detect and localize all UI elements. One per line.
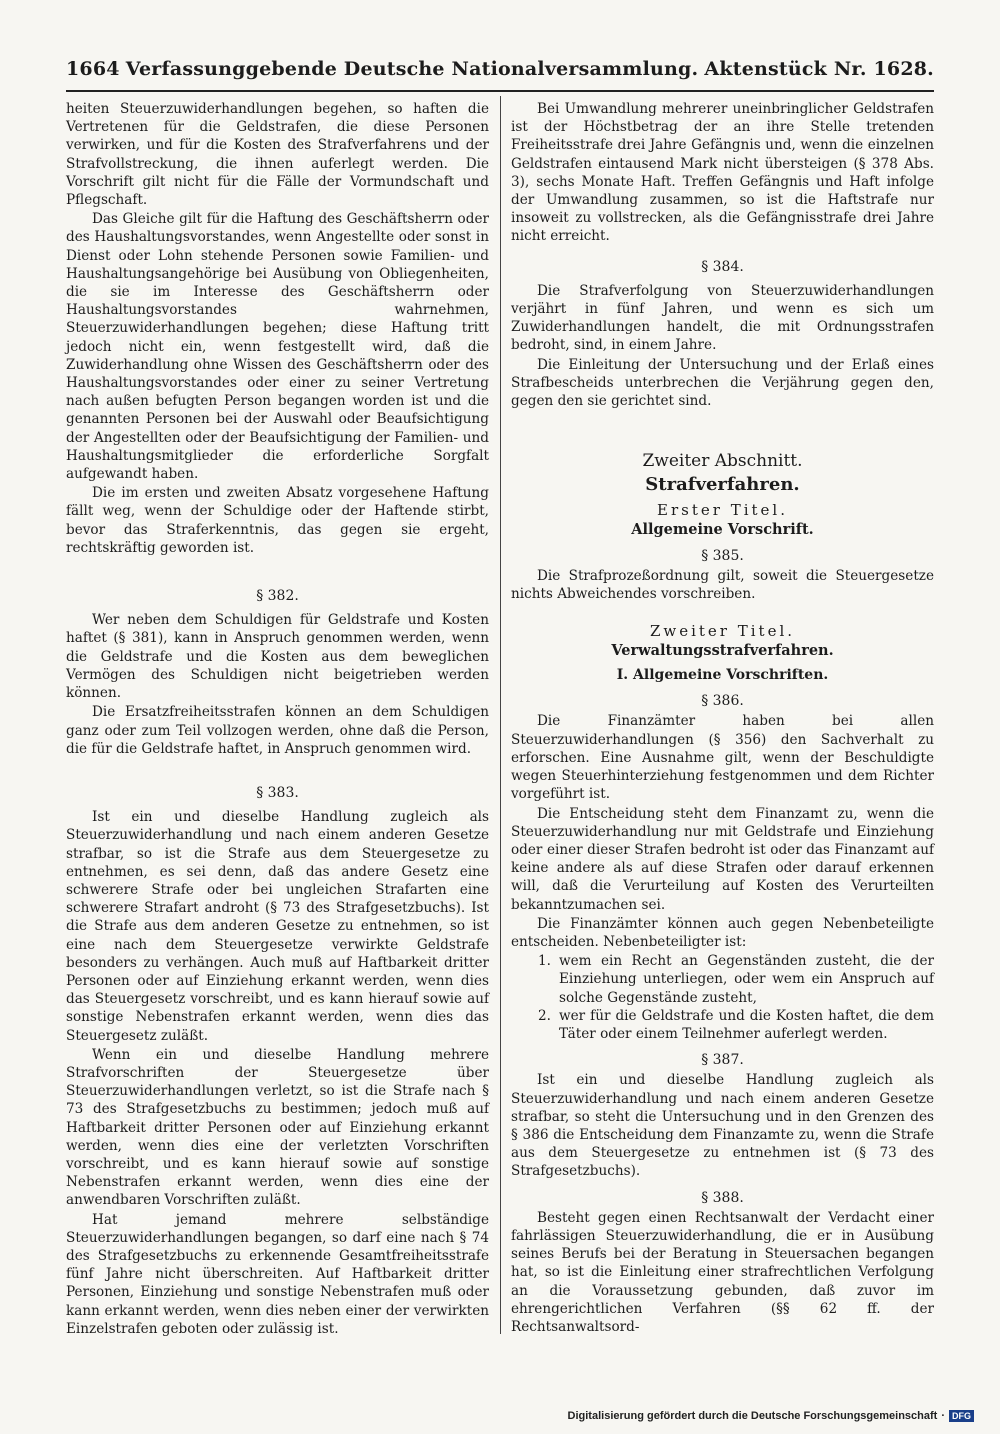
document-reference: Aktenstück Nr. 1628. (704, 58, 934, 80)
page-header (66, 58, 934, 88)
section-heading-387: § 387. (701, 1052, 744, 1069)
paragraph: Die im ersten und zweiten Absatz vorgesehene Haftung fällt weg, wenn der Schuldige oder der Haftende stirbt, bevor das Straferkenntnis, das gegen sie ergeht, rechtskräftig geworden ist. (66, 485, 489, 556)
section-heading-383: § 383. (256, 784, 299, 801)
section-heading-386: § 386. (701, 693, 744, 710)
page-number: 1664 (66, 58, 120, 80)
right-column (511, 100, 934, 1337)
dfg-logo: DFG (949, 1410, 974, 1422)
section-heading-385: § 385. (701, 548, 744, 565)
paragraph: Ist ein und dieselbe Handlung zugleich als Steuerzuwiderhandlung und nach einem anderen Gesetze strafbar, so ist die Strafe aus dem Steuergesetze zu entnehmen, es sei denn, daß das andere Gesetz eine schwerere Strafe oder bei ungleichen Strafarten eine schwerere Strafart androht (§ 73 des Strafgesetzbuchs). Ist die Strafe aus dem anderen Gesetze zu entnehmen, so ist eine nach dem Steuergesetze verwirkte Geldstrafe besonders zu verhängen. Auch muß auf Haftbarkeit dritter Personen oder auf Einziehung erkannt werden, wenn dies das Steuergesetz vorschreibt, und es kann hierauf sowie auf sonstige Nebenstrafen erkannt werden, wenn dies das Steuergesetz zuläßt. (66, 809, 489, 1044)
title-name-1: Allgemeine Vorschrift. (631, 520, 814, 538)
column-divider (500, 96, 501, 1334)
title-heading-2: Zweiter Titel. (649, 621, 796, 640)
paragraph: Besteht gegen einen Rechtsanwalt der Verdacht einer fahrlässigen Steuerzuwiderhandlung, die er in Ausübung seines Berufs bei der Beratung in Steuersachen begangen hat, so ist die Einleitung einer strafrechtlichen Verfolgung an die Voraussetzung gebunden, daß zuvor im ehrengerichtlichen Verfahren (§§ 62 ff. der Rechtsanwaltsord- (511, 1209, 934, 1335)
digitization-credit (568, 1410, 974, 1422)
header-rule (66, 90, 934, 92)
paragraph: Die Ersatzfreiheitsstrafen können an dem Schuldigen ganz oder zum Teil vollzogen werden, ohne daß die Person, die für die Geldstrafe haftet, in Anspruch genommen wird. (66, 704, 489, 757)
chapter-heading: Zweiter Abschnitt. (642, 451, 803, 472)
paragraph: Ist ein und dieselbe Handlung zugleich als Steuerzuwiderhandlung und nach einem anderen Gesetze strafbar, so steht die Untersuchung und in den Grenzen des § 386 die Entscheidung dem Finanzamte zu, wenn die Strafe aus dem Steuergesetze zu entnehmen ist (§ 73 des Strafgesetzbuchs). (511, 1072, 934, 1180)
section-heading-384: § 384. (701, 258, 744, 275)
paragraph: Bei Umwandlung mehrerer uneinbringlicher Geldstrafen ist der Höchstbetrag der an ihre Stelle tretenden Freiheitsstrafe drei Jahre Gefängnis und, wenn die einzelnen Geldstrafen eintausend Mark nicht übersteigen (§ 378 Abs. 3), sechs Monate Haft. Treffen Gefängnis und Haft infolge der Umwandlung zusammen, so ist die Haftstrafe nur insoweit zu vollstrecken, als die Gefängnisstrafe drei Jahre nicht erreicht. (511, 101, 934, 245)
paragraph: Die Einleitung der Untersuchung und der Erlaß eines Strafbescheids unterbrechen die Verjährung gegen den, gegen den sie gerichtet sind. (511, 356, 934, 410)
list-item (511, 1007, 934, 1043)
list-item-number: 2. (538, 1007, 551, 1024)
chapter-title: Strafverfahren. (645, 474, 800, 496)
subsection-heading: I. Allgemeine Vorschriften. (616, 667, 829, 684)
paragraph: Wer neben dem Schuldigen für Geldstrafe und Kosten haftet (§ 381), kann in Anspruch genommen werden, wenn die Geldstrafe und die Kosten aus dem beweglichen Vermögen des Schuldigen nicht beigetrieben werden können. (66, 612, 489, 702)
running-title: Verfassunggebende Deutsche Nationalversammlung. (125, 58, 699, 80)
list-item-number: 1. (538, 953, 551, 970)
paragraph: Die Finanzämter können auch gegen Nebenbeteiligte entscheiden. Nebenbeteiligter ist: (511, 915, 934, 950)
paragraph: Wenn ein und dieselbe Handlung mehrere Strafvorschriften der Steuergesetze über Steuerzuwiderhandlungen verletzt, so ist die Strafe nach § 73 des Strafgesetzbuchs zu bestimmen; jedoch muß auf Haftbarkeit dritter Personen oder auf Einziehung erkannt werden, wenn dies eine der verletzten Vorschriften vorschreibt, und es kann hierauf sowie auf sonstige Nebenstrafen erkannt werden, wenn dies eine der anwendbaren Vorschriften zuläßt. (66, 1046, 489, 1209)
paragraph: Die Strafprozeßordnung gilt, soweit die Steuergesetze nichts Abweichendes vorschreiben. (511, 568, 934, 603)
title-name-2: Verwaltungsstrafverfahren. (611, 641, 834, 659)
list-item-text: wer für die Geldstrafe und die Kosten haftet, die dem Täter oder einem Teilnehmer auferlegt werden. (559, 1007, 934, 1042)
separator-dot: · (941, 1410, 945, 1422)
paragraph: Die Strafverfolgung von Steuerzuwiderhandlungen verjährt in fünf Jahren, und wenn es sich um Zuwiderhandlungen handelt, die mit Ordnungsstrafen bedroht, sind, in einem Jahre. (511, 282, 934, 354)
title-heading-1: Erster Titel. (657, 500, 788, 519)
left-column (66, 100, 489, 1339)
list-item-text: wem ein Recht an Gegenständen zusteht, die der Einziehung unterliegen, oder wem ein Anspruch auf solche Gegenstände zusteht, (559, 953, 934, 1006)
section-heading-388: § 388. (701, 1189, 744, 1206)
list-item (511, 952, 934, 1007)
credit-text: Digitalisierung gefördert durch die Deutsche Forschungsgemeinschaft (567, 1410, 938, 1422)
paragraph: heiten Steuerzuwiderhandlungen begehen, so haften die Vertretenen für die Geldstrafen, die diese Personen verwirken, und für die Kosten des Strafverfahrens und der Strafvollstreckung, die ihnen auferlegt werden. Die Vorschrift gilt nicht für die Fälle der Vormundschaft und Pflegschaft. (66, 101, 489, 209)
paragraph: Das Gleiche gilt für die Haftung des Geschäftsherrn oder des Haushaltungsvorstandes, wenn Angestellte oder sonst in Dienst oder Lohn stehende Personen sowie Familien- und Haushaltungsangehörige bei Ausübung von Obliegenheiten, die sie im Interesse des Geschäftsherrn oder Haushaltungsvorstandes wahrnehmen, Steuerzuwiderhandlungen begehen; diese Haftung tritt jedoch nicht ein, wenn festgestellt wird, daß die Zuwiderhandlung ohne Wissen des Geschäftsherrn oder des Haushaltungsvorstandes oder einer zu seiner Vertretung nach außen befugten Person begangen worden ist und die genannten Personen bei der Auswahl oder Beaufsichtigung der Angestellten oder der Beaufsichtigung der Familien- und Haushaltungsmitglieder die erforderliche Sorgfalt aufgewandt haben. (66, 211, 489, 483)
paragraph: Die Entscheidung steht dem Finanzamt zu, wenn die Steuerzuwiderhandlung nur mit Geldstrafe und Einziehung oder einer dieser Strafen bedroht ist oder das Finanzamt auf keine andere als auf diese Strafen oder darauf erkennen will, daß die Verurteilung auf Kosten des Verurteilten bekanntzumachen sei. (511, 805, 934, 913)
paragraph: Hat jemand mehrere selbständige Steuerzuwiderhandlungen begangen, so darf eine nach § 74 des Strafgesetzbuchs zu erkennende Gesamtfreiheitsstrafe fünf Jahre nicht überschreiten. Auf Haftbarkeit dritter Personen, Einziehung und sonstige Nebenstrafen muß oder kann erkannt werden, wenn dies neben einer der verwirkten Einzelstrafen geboten oder zulässig ist. (66, 1211, 489, 1337)
paragraph: Die Finanzämter haben bei allen Steuerzuwiderhandlungen (§ 356) den Sachverhalt zu erforschen. Eine Ausnahme gilt, wenn der Beschuldigte wegen Steuerhinterziehung festgenommen und dem Richter vorgeführt ist. (511, 713, 934, 803)
section-heading-382: § 382. (256, 588, 299, 605)
